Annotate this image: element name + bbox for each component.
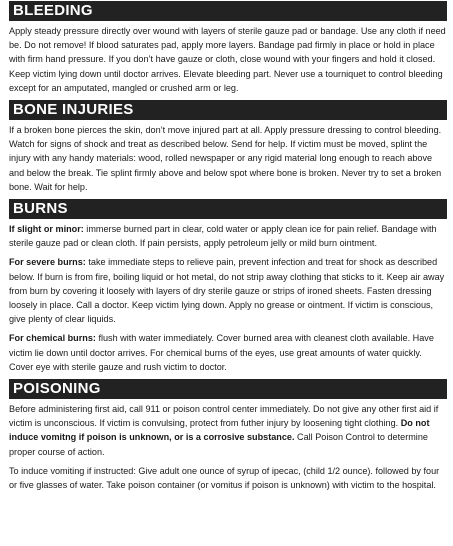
burns-severe-text: take immediate steps to relieve pain, prevent infection and treat for shock as described below. If burn is from fire, boiling liquid or hot metal, do not strip away clothing that sticks to it. Keep air away from burn by covering it loosely with layers of dry sterile gauze or strips of ironed sheets. Fasten dressing loosely in place. Call a doctor. Keep victim lying down. Apply no grease or ointment. If victim is conscious, give plenty of clear liquids. xyxy=(9,257,445,325)
bleeding-text: Apply steady pressure directly over wound with layers of sterile gauze pad or bandage. Use any cloth if need be. Do not remove! If blood saturates pad, apply more layers. Bandage pad firmly in place or hold in place with firm hand pressure. If you don’t have gauze or cloth, close wound with your fingers and hold it closed. Keep victim lying down until doctor arrives. Elevate bleeding part. Never use a tourniquet to control bleeding except for an amputated, mangled or crushed arm or leg. xyxy=(9,26,446,93)
poisoning-paragraph-1 xyxy=(9,402,447,459)
burns-chemical-paragraph xyxy=(9,331,447,374)
poisoning-header: POISONING xyxy=(9,379,447,399)
poisoning-paragraph-2: To induce vomiting if instructed: Give adult one ounce of syrup of ipecac, (child 1/2 ounce). followed by four or five glasses of water. Take poison container (or vomitus if poison is unknown) with victim to the hospital. xyxy=(9,465,440,491)
burns-header: BURNS xyxy=(9,199,447,219)
burns-minor-paragraph xyxy=(9,222,447,250)
burns-section xyxy=(9,199,447,374)
burns-chemical-label: For chemical burns: xyxy=(9,333,96,344)
bleeding-header: BLEEDING xyxy=(9,1,447,21)
poisoning-text-b: Call Poison Control to determine proper course of action. xyxy=(9,432,428,457)
burns-chemical-text: flush with water immediately. Cover burned area with cleanest cloth available. Have victim lie down until doctor arrives. For chemical burns of the eyes, use great amounts of water quickly. Cover eye with sterile gauze and rush victim to doctor. xyxy=(9,333,434,372)
bone-injuries-header: BONE INJURIES xyxy=(9,100,447,120)
bleeding-section xyxy=(9,1,447,95)
burns-severe-label: For severe burns: xyxy=(9,257,86,268)
poisoning-section xyxy=(9,379,447,492)
burns-minor-text: immerse burned part in clear, cold water or apply clean ice for pain relief. Bandage with sterile gauze pad or clean cloth. If pain persists, apply petroleum jelly or mild burn ointment. xyxy=(9,224,437,249)
burns-minor-label: If slight or minor: xyxy=(9,224,84,235)
poisoning-warning: Do not induce vomitng if poison is unknown, or is a corrosive substance. xyxy=(9,418,430,443)
bone-injuries-section xyxy=(9,100,447,194)
burns-severe-paragraph xyxy=(9,255,447,326)
bone-injuries-text: If a broken bone pierces the skin, don’t move injured part at all. Apply pressure dressing to control bleeding. Watch for signs of shock and treat as described below. Send for help. If victim must be moved, splint the injury with any handy materials: wood, rolled newspaper or any rigid material long enough to reach above and below the break. Tie splint firmly above and below spot where bone is broken. Never try to set a broken bone. Wait for help. xyxy=(9,125,442,192)
poisoning-text-a: Before administering first aid, call 911 or poison control center immediately. Do not give any other first aid if victim is unconscious. If victim is convulsing, protect from futher injury by loosening tight clothing. xyxy=(9,404,439,429)
